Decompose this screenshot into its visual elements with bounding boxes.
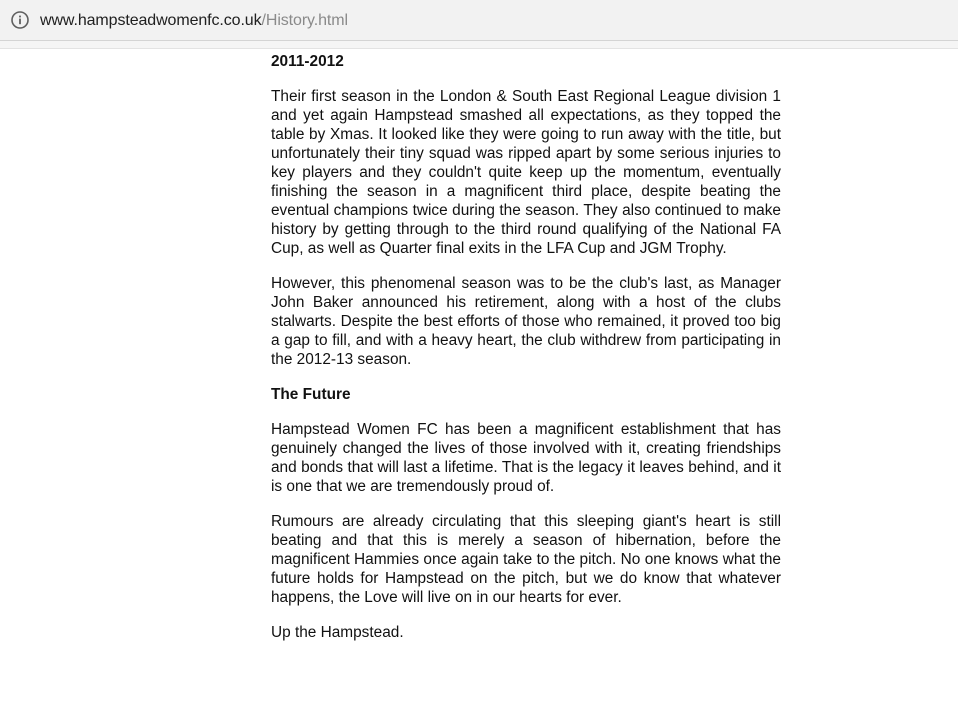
url-host: www.hampsteadwomenfc.co.uk (40, 12, 262, 29)
info-icon[interactable] (11, 11, 29, 29)
url-path: /History.html (261, 12, 348, 29)
paragraph-rumours: Rumours are already circulating that this sleeping giant's heart is still beating and that this is merely a season of hibernation, before the magnificent Hammies once again take to the pitch. No one knows what the future holds for Hampstead on the pitch, but we do know that whatever happens, the Love will live on in our hearts for ever. (271, 513, 781, 606)
paragraph-2011-season: Their first season in the London & South East Regional League division 1 and yet again Hampstead smashed all expectations, as they topped the table by Xmas. It looked like they were going to run away with the title, but unfortunately their tiny squad was ripped apart by some serious injuries to key players and they couldn't quite keep up the momentum, eventually finishing the season in a magnificent third place, despite beating the eventual champions twice during the season. They also continued to make history by getting through to the third round qualifying of the National FA Cup, as well as Quarter final exits in the LFA Cup and JGM Trophy. (271, 88, 781, 257)
paragraph-signoff: Up the Hampstead. (271, 624, 404, 641)
section-heading-the-future: The Future (271, 386, 351, 403)
section-heading-2011-2012: 2011-2012 (271, 53, 344, 70)
url-text[interactable] (40, 11, 348, 31)
article-content (271, 52, 781, 642)
address-bar[interactable] (0, 0, 958, 41)
paragraph-club-withdrawal: However, this phenomenal season was to be the club's last, as Manager John Baker announced his retirement, along with a host of the clubs stalwarts. Despite the best efforts of those who remained, it proved too big a gap to fill, and with a heavy heart, the club withdrew from participating in the 2012-13 season. (271, 275, 781, 368)
paragraph-legacy: Hampstead Women FC has been a magnificent establishment that has genuinely changed the lives of those involved with it, creating friendships and bonds that will last a lifetime. That is the legacy it leaves behind, and it is one that we are tremendously proud of. (271, 421, 781, 495)
toolbar-divider (0, 41, 958, 49)
